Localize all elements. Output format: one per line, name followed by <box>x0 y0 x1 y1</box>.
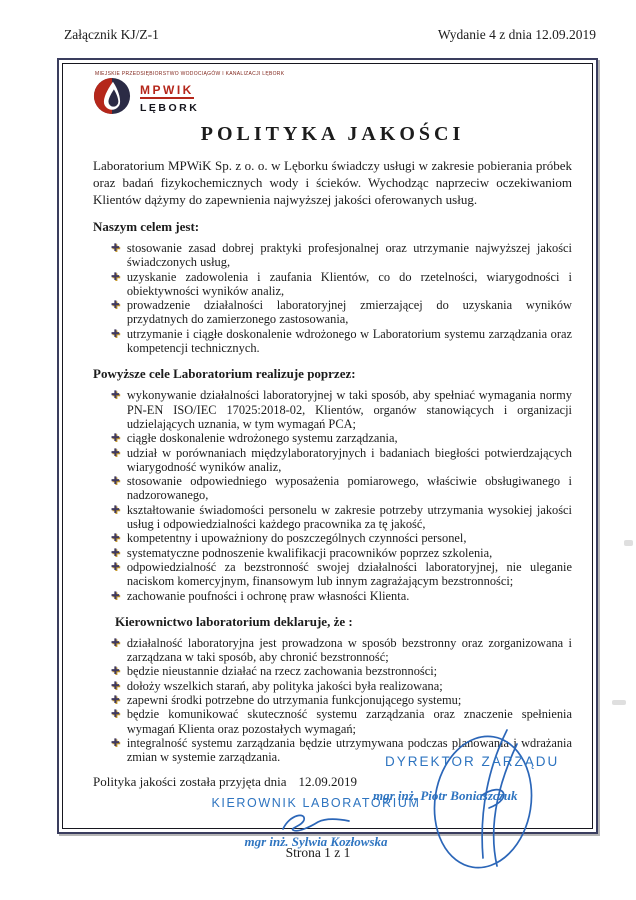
list-item <box>111 474 572 503</box>
plus-bullet-icon: ✚ <box>111 327 120 340</box>
director-stamp-title: DYREKTOR ZARZĄDU <box>385 753 560 769</box>
list-item-text: utrzymanie i ciągłe doskonalenie wdrożonego w Laboratorium systemu zarządzania oraz kompetencji technicznych. <box>126 326 572 356</box>
list-item <box>111 270 572 299</box>
lab-manager-signature-scribble-icon <box>277 810 355 834</box>
list-item-text: integralność systemu zarządzania będzie utrzymywana podczas planowania i wdrażania zmian w systemie zarządzania. <box>126 735 572 765</box>
plus-bullet-icon: ✚ <box>111 589 120 602</box>
plus-bullet-icon: ✚ <box>111 694 120 707</box>
list-item <box>111 693 572 707</box>
list-item <box>111 636 572 665</box>
plus-bullet-icon: ✚ <box>111 299 120 312</box>
list-item <box>111 503 572 532</box>
plus-bullet-icon: ✚ <box>111 242 120 254</box>
list-item <box>111 664 572 678</box>
goals-heading: Naszym celem jest: <box>93 219 200 234</box>
list-item <box>111 560 572 589</box>
scan-artifact <box>612 700 626 705</box>
intro-paragraph: Laboratorium MPWiK Sp. z o. o. w Lęborku świadczy usługi w zakresie pobierania próbek oraz badań fizykochemicznych wody i ścieków. Wychodząc naprzeciw oczekiwaniom Klientów dążymy do zapewnienia najwyższej jakości oferowanych usług. <box>93 158 572 207</box>
declaration-heading: Kierownictwo laboratorium deklaruje, że : <box>115 613 353 629</box>
list-item-text: wykonywanie działalności laboratoryjnej w taki sposób, aby spełniać wymagania normy PN-EN ISO/IEC 17025:2018-02, Klientów, organów stanowiących i organizacji udzielających uznania, w tym wymagań PCA; <box>126 388 572 431</box>
certificate-frame-inner <box>62 63 593 849</box>
goals-list <box>93 241 572 355</box>
plus-bullet-icon: ✚ <box>111 503 120 516</box>
list-item <box>111 531 572 545</box>
list-item-text: uzyskanie zadowolenia i zaufania Klientów, co do rzetelności, wiarygodności i obiektywności wyników analiz, <box>126 269 572 298</box>
director-name: mgr inż. Piotr Boniaszczuk <box>373 787 518 803</box>
list-item <box>111 298 572 327</box>
list-item-text: dołoży wszelkich starań, aby polityka jakości była realizowana; <box>126 678 443 693</box>
plus-bullet-icon: ✚ <box>111 475 120 488</box>
list-item-text: ciągłe doskonalenie wdrożonego systemu zarządzania, <box>126 431 398 446</box>
edition-label: Wydanie 4 z dnia 12.09.2019 <box>437 27 596 42</box>
list-item-text: kształtowanie świadomości personelu w zakresie potrzeby utrzymania wysokiej jakości usług i odpowiedzialności każdego pracownika za tę jakość, <box>126 502 572 532</box>
list-item-text: prowadzenie działalności laboratoryjnej zmierzającej do uzyskania wyników przydatnych do zamierzonego zastosowania, <box>126 298 572 327</box>
list-item <box>111 546 572 560</box>
list-item <box>111 327 572 356</box>
list-item <box>111 388 572 431</box>
company-name-bottom: LĘBORK <box>140 101 200 114</box>
list-item-text: kompetentny i upoważniony do poszczególnych czynności personel, <box>126 531 467 546</box>
plus-bullet-icon: ✚ <box>111 532 120 545</box>
scan-artifact <box>624 540 633 546</box>
document-title: POLITYKA JAKOŚCI <box>200 123 465 145</box>
list-item <box>111 241 572 270</box>
list-item <box>111 679 572 693</box>
plus-bullet-icon: ✚ <box>111 546 120 559</box>
plus-bullet-icon: ✚ <box>111 665 120 678</box>
adoption-date: 12.09.2019 <box>298 773 357 789</box>
certificate-frame <box>57 58 598 849</box>
plus-bullet-icon: ✚ <box>111 679 120 692</box>
plus-bullet-icon: ✚ <box>111 270 120 283</box>
list-item <box>111 589 572 603</box>
company-name <box>140 82 199 115</box>
list-item-text: stosowanie zasad dobrej praktyki profesjonalnej oraz utrzymanie najwyższej jakości świadczonych usług, <box>126 241 572 270</box>
page-number: Strona 1 z 1 <box>285 845 351 860</box>
list-item-text: udział w porównaniach międzylaboratoryjnych i badaniach biegłości potwierdzających wiarygodność wyników analiz, <box>126 445 572 474</box>
company-microtext: MIEJSKIE PRZEDSIĘBIORSTWO WODOCIĄGÓW I KANALIZACJI LĘBORK <box>95 71 285 77</box>
list-item-text: będzie komunikować skuteczność systemu zarządzania oraz znaczenie spełnienia wymagań Klienta oraz pozostałych wymagań; <box>126 707 572 736</box>
lab-manager-name: mgr inż. Sylwia Kozłowska <box>244 833 388 849</box>
list-item-text: działalność laboratoryjna jest prowadzona w sposób bezstronny oraz zorganizowana i zarządzana w taki sposób, aby chronić bezstronność; <box>126 635 572 665</box>
list-item <box>111 446 572 475</box>
list-item-text: zapewni środki potrzebne do utrzymania funkcjonującego systemu; <box>126 693 462 708</box>
plus-bullet-icon: ✚ <box>111 708 120 721</box>
list-item-text: będzie nieustannie działać na rzecz zachowania bezstronności; <box>126 664 438 679</box>
attachment-label: Załącznik KJ/Z-1 <box>64 27 159 42</box>
company-name-top: MPWIK <box>140 82 194 97</box>
list-item-text: stosowanie odpowiedniego wyposażenia pomiarowego, właściwie obsługiwanego i nadzorowanego, <box>126 474 572 503</box>
company-logo <box>93 79 572 117</box>
plus-bullet-icon: ✚ <box>111 560 120 573</box>
list-item-text: zachowanie poufności i ochronę praw własności Klienta. <box>126 588 410 603</box>
plus-bullet-icon: ✚ <box>111 446 120 459</box>
plus-bullet-icon: ✚ <box>111 736 120 749</box>
list-item <box>111 431 572 445</box>
plus-bullet-icon: ✚ <box>111 432 120 445</box>
list-item-text: systematyczne podnoszenie kwalifikacji pracowników poprzez szkolenia, <box>126 545 493 560</box>
lab-manager-stamp-title: KIEROWNIK LABORATORIUM <box>211 795 421 810</box>
realization-heading: Powyższe cele Laboratorium realizuje poprzez: <box>93 366 356 382</box>
realization-list <box>93 388 572 602</box>
list-item-text: odpowiedzialność za bezstronność swojej działalności laboratoryjnej, nie uleganie naciskom komercyjnym, finansowym lub innym zagrażającym bezstronności; <box>126 559 572 589</box>
plus-bullet-icon: ✚ <box>111 636 120 649</box>
page-header <box>64 27 596 43</box>
plus-bullet-icon: ✚ <box>111 389 120 402</box>
adoption-label: Polityka jakości została przyjęta dnia <box>93 773 287 789</box>
water-drop-logo-icon <box>93 77 131 120</box>
